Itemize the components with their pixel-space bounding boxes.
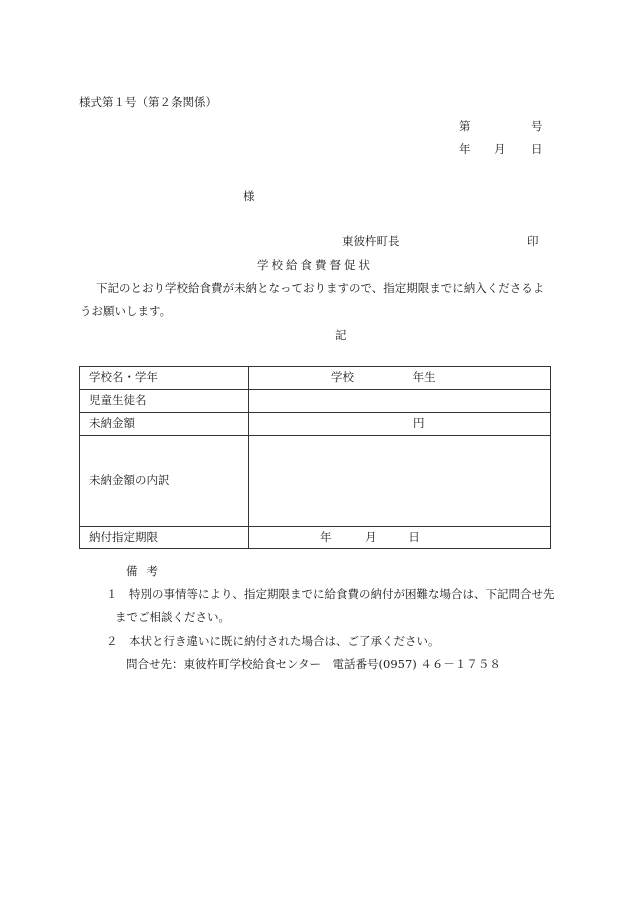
student-name-value — [249, 390, 551, 413]
note-1-line-2: までご相談ください。 — [115, 610, 230, 624]
deadline-label: 納付指定期限 — [80, 527, 249, 549]
amount-label: 未納金額 — [80, 413, 249, 436]
breakdown-label: 未納金額の内訳 — [80, 436, 249, 527]
yen-unit: 円 — [413, 416, 425, 431]
grade-word: 年生 — [412, 370, 436, 385]
date-month-label: 月 — [494, 142, 506, 156]
issuer-name: 東彼杵町長 — [342, 234, 400, 248]
amount-value — [249, 413, 551, 436]
note-1-line-1: １ 特別の事情等により、指定期限までに給食費の納付が困難な場合は、下記問合せ先 — [106, 587, 555, 601]
note-2: ２ 本状と行き違いに既に納付された場合は、ご了承ください。 — [106, 634, 440, 648]
ki-marker: 記 — [335, 328, 347, 342]
school-word: 学校 — [331, 370, 354, 385]
date-year-label: 年 — [459, 142, 471, 156]
contact-info: 問合せ先：東彼杵町学校給食センター 電話番号(0957) ４６－１７５８ — [126, 657, 501, 671]
deadline-month: 月 — [365, 529, 377, 544]
deadline-year: 年 — [320, 529, 332, 544]
table-row — [80, 390, 551, 413]
doc-number-prefix: 第 — [459, 119, 471, 133]
notice-table — [79, 366, 551, 549]
school-grade-value — [249, 367, 551, 390]
breakdown-value — [249, 436, 551, 527]
deadline-day: 日 — [408, 529, 420, 544]
school-grade-label: 学校名・学年 — [80, 367, 249, 390]
remarks-title: 備考 — [126, 564, 167, 578]
table-row — [80, 413, 551, 436]
form-number: 様式第１号（第２条関係） — [79, 95, 217, 109]
body-text-line-2: うお願いします。 — [80, 304, 172, 318]
document-title: 学校給食費督促状 — [257, 258, 373, 272]
doc-number-suffix: 号 — [531, 119, 543, 133]
table-row — [80, 367, 551, 390]
addressee-suffix: 様 — [243, 189, 255, 203]
table-row — [80, 527, 551, 549]
date-day-label: 日 — [531, 142, 543, 156]
table-row — [80, 436, 551, 527]
body-text-line-1: 下記のとおり学校給食費が未納となっておりますので、指定期限までに納入くださるよ — [96, 281, 545, 295]
deadline-value — [249, 527, 551, 549]
seal-mark: 印 — [527, 234, 539, 248]
student-name-label: 児童生徒名 — [80, 390, 249, 413]
